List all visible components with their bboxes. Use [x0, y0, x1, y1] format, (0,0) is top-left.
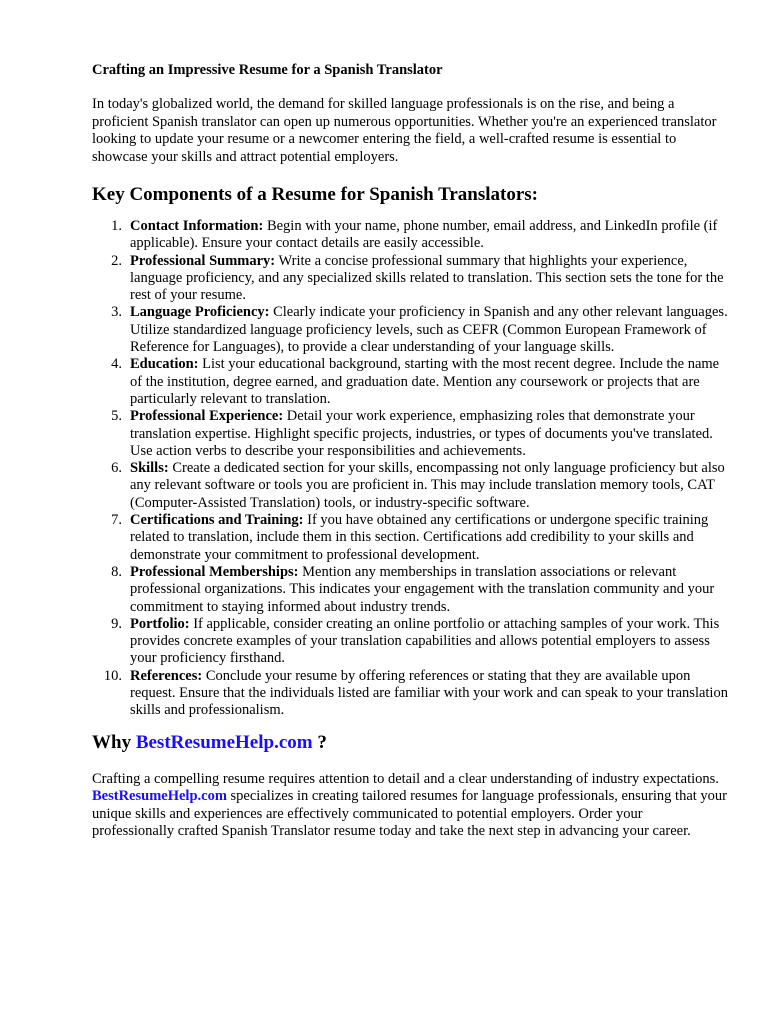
why-heading	[92, 731, 728, 754]
why-paragraph-text-after: specializes in creating tailored resumes for language professionals, ensuring that your unique skills and experiences are effectively communicated to potential employers. Order your professionally crafted Spanish Translator resume today and take the next step in advancing your career.	[92, 788, 727, 840]
key-components-list	[92, 218, 728, 720]
list-item-text: Detail your work experience, emphasizing roles that demonstrate your translation expertise. Highlight specific projects, industries, or types of documents you've translated. Use action verbs to describe your responsibilities and achievements.	[130, 408, 713, 459]
list-item-term: Language Proficiency:	[130, 304, 270, 321]
why-paragraph	[92, 771, 728, 841]
list-item	[92, 668, 728, 720]
list-item-term: Skills:	[130, 460, 169, 477]
list-item-number: 4.	[111, 356, 122, 373]
list-item-number: 1.	[111, 218, 122, 234]
list-item-text: Begin with your name, phone number, email address, and LinkedIn profile (if applicable). Ensure your contact details are easily accessible.	[130, 218, 718, 252]
list-item-term: Professional Memberships:	[130, 563, 299, 580]
list-item-text: Mention any memberships in translation associations or relevant professional organizations. This indicates your engagement with the translation community and your commitment to staying informed about industry trends.	[130, 563, 715, 615]
list-item-number: 6.	[111, 460, 122, 477]
list-item	[92, 512, 728, 564]
list-item-term: Education:	[130, 356, 199, 373]
list-item-text: Create a dedicated section for your skills, encompassing not only language proficiency but also any relevant software or tools you are proficient in. This may include translation memory tools, CAT (Computer-Assisted Translation) tools, or industry-specific software.	[130, 460, 725, 511]
list-item-term: Contact Information:	[130, 218, 264, 234]
document-page	[92, 61, 728, 841]
list-item-text: Write a concise professional summary that highlights your experience, language proficiency, and any specialized skills related to translation. This section sets the tone for the rest of your resume.	[130, 252, 724, 304]
list-item-number: 8.	[111, 563, 122, 580]
list-item-term: Professional Summary:	[130, 252, 276, 269]
list-item-term: References:	[130, 667, 203, 684]
list-item	[92, 356, 728, 408]
list-item	[92, 460, 728, 512]
list-item-number: 5.	[111, 408, 122, 425]
why-heading-link[interactable]: BestResumeHelp.com	[135, 731, 313, 753]
intro-paragraph: In today's globalized world, the demand for skilled language professionals is on the rise, and being a proficient Spanish translator can open up numerous opportunities. Whether you're an experienced translator looking to update your resume or a newcomer entering the field, a well-crafted resume is essential to showcase your skills and attract potential employers.	[92, 96, 717, 165]
list-item-text: If applicable, consider creating an online portfolio or attaching samples of your work. This provides concrete examples of your translation capabilities and allows potential employers to assess your proficiency firsthand.	[130, 615, 720, 667]
list-item-number: 2.	[111, 252, 122, 269]
why-heading-suffix: ?	[317, 731, 327, 753]
why-paragraph-link[interactable]: BestResumeHelp.com	[92, 788, 227, 805]
list-item-text: If you have obtained any certifications or undergone specific training related to translation, include them in this section. Certifications add credibility to your skills and demonstrate your commitment to professional development.	[130, 512, 709, 563]
list-item-text: Clearly indicate your proficiency in Spanish and any other relevant languages. Utilize standardized language proficiency levels, such as CEFR (Common European Framework of Reference for Languages), to provide a clear understanding of your language skills.	[130, 304, 728, 356]
list-item-term: Professional Experience:	[130, 408, 284, 425]
document-title: Crafting an Impressive Resume for a Spanish Translator	[92, 62, 443, 78]
list-item-number: 7.	[111, 512, 122, 529]
key-components-heading: Key Components of a Resume for Spanish Translators:	[92, 184, 538, 205]
list-item	[92, 218, 728, 253]
list-item-text: List your educational background, starting with the most recent degree. Include the name of the institution, degree earned, and graduation date. Mention any coursework or projects that are particularly relevant to translation.	[130, 356, 720, 407]
list-item	[92, 564, 728, 616]
list-item-number: 3.	[111, 304, 122, 321]
list-item-number: 10.	[103, 667, 122, 684]
list-item	[92, 616, 728, 668]
list-item-term: Certifications and Training:	[130, 512, 304, 529]
list-item	[92, 408, 728, 460]
list-item-text: Conclude your resume by offering references or stating that they are available upon request. Ensure that the individuals listed are familiar with your work and can speak to your translation skills and professionalism.	[130, 667, 728, 719]
list-item	[92, 304, 728, 356]
list-item-term: Portfolio:	[130, 615, 190, 632]
why-paragraph-text-before: Crafting a compelling resume requires attention to detail and a clear understanding of industry expectations.	[92, 770, 719, 787]
why-heading-prefix: Why	[92, 731, 132, 753]
list-item	[92, 253, 728, 305]
list-item-number: 9.	[111, 615, 122, 632]
